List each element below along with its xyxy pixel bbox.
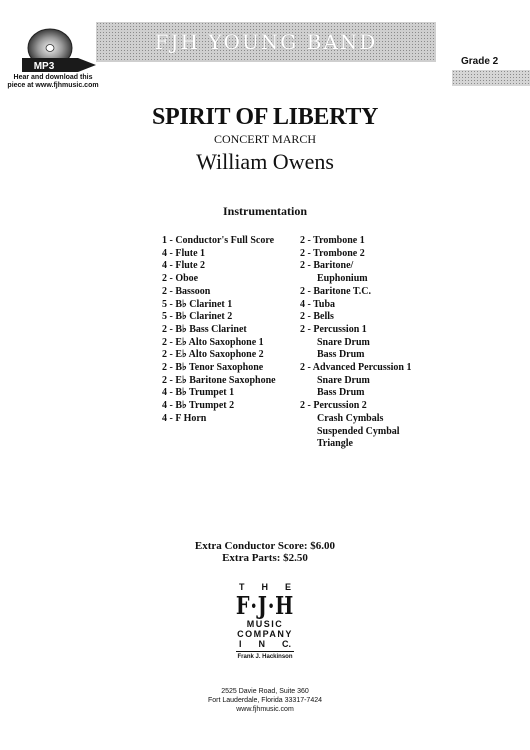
instrument-item: 2 - E♭ Alto Saxophone 2 (162, 349, 264, 361)
instrument-list-right (300, 235, 412, 451)
mp3-label: MP3 (33, 61, 55, 72)
instrument-item: 2 - Baritone/ (300, 260, 354, 272)
logo-letter: E (284, 582, 291, 592)
instrument-item: 4 - Flute 1 (162, 247, 206, 259)
extra-score-price: Extra Conductor Score: $6.00 (194, 540, 336, 552)
mp3-caption-line: Hear and download this (13, 74, 93, 81)
instrument-item: 4 - Flute 2 (162, 260, 206, 272)
instrument-item: 4 - B♭ Trumpet 1 (162, 387, 235, 399)
instrument-item: Bass Drum (317, 349, 365, 361)
instrument-item: 2 - E♭ Alto Saxophone 1 (162, 336, 264, 348)
logo-letter: N (258, 639, 265, 649)
instrument-item: 5 - B♭ Clarinet 1 (162, 298, 233, 310)
logo-music: MUSIC (246, 619, 284, 629)
logo-letter: H (261, 582, 268, 592)
logo-divider (236, 651, 294, 652)
publisher-website: www.fjhmusic.com (236, 706, 294, 713)
mp3-disc-icon (4, 22, 104, 82)
extra-parts-price: Extra Parts: $2.50 (222, 552, 308, 564)
instrument-item: 2 - Percussion 1 (300, 323, 367, 335)
publisher-logo (225, 582, 305, 661)
instrument-item: 2 - Bassoon (162, 285, 211, 297)
series-banner (96, 22, 436, 62)
instrument-item: 4 - Tuba (300, 298, 336, 310)
instrument-item: 4 - F Horn (162, 412, 207, 424)
instrumentation-heading: Instrumentation (222, 204, 307, 218)
grade-strip (452, 70, 530, 86)
logo-owner: Frank J. Hackinson (237, 654, 293, 660)
instrument-item: Snare Drum (317, 374, 370, 386)
instrument-list-left (162, 235, 276, 426)
mp3-caption (2, 74, 104, 90)
instrument-item: 2 - Oboe (162, 273, 199, 285)
piece-subtitle: CONCERT MARCH (213, 132, 317, 146)
logo-letter: T (239, 582, 245, 592)
logo-letter: I (239, 639, 242, 649)
instrument-item: Triangle (317, 438, 353, 450)
instrument-item: Bass Drum (317, 387, 365, 399)
logo-letter: C. (281, 639, 291, 649)
instrument-item: 2 - Advanced Percussion 1 (300, 362, 412, 374)
grade-label: Grade 2 (461, 56, 499, 67)
series-name: FJH YOUNG BAND (154, 30, 378, 54)
instrument-item: Euphonium (317, 273, 368, 285)
instrument-item: 2 - B♭ Bass Clarinet (162, 323, 247, 335)
instrument-item: 5 - B♭ Clarinet 2 (162, 311, 233, 323)
instrument-item: 4 - B♭ Trumpet 2 (162, 400, 235, 412)
instrument-item: 2 - Trombone 2 (300, 247, 365, 259)
logo-inc (225, 639, 305, 650)
mp3-caption-line: piece at www.fjhmusic.com (7, 82, 99, 89)
instrument-item: 1 - Conductor's Full Score (162, 235, 275, 246)
instrument-item: 2 - Baritone T.C. (300, 285, 372, 297)
instrument-item: Snare Drum (317, 336, 370, 348)
instrument-item: 2 - B♭ Tenor Saxophone (162, 362, 264, 374)
instrument-item: 2 - Trombone 1 (300, 235, 365, 246)
address-line: 2525 Davie Road, Suite 360 (221, 688, 309, 695)
instrument-item: 2 - Bells (300, 311, 334, 323)
instrument-item: Crash Cymbals (317, 412, 384, 424)
instrument-item: Suspended Cymbal (317, 425, 400, 437)
piece-title: SPIRIT OF LIBERTY (151, 104, 379, 130)
publisher-address (0, 687, 530, 714)
logo-fjh: F·J·H (235, 591, 295, 620)
instrument-item: 2 - E♭ Baritone Saxophone (162, 374, 276, 386)
address-line: Fort Lauderdale, Florida 33317-7424 (207, 697, 323, 704)
composer-name: William Owens (196, 149, 334, 174)
logo-company: COMPANY (237, 629, 293, 639)
instrument-item: 2 - Percussion 2 (300, 400, 367, 412)
price-info (0, 540, 530, 564)
